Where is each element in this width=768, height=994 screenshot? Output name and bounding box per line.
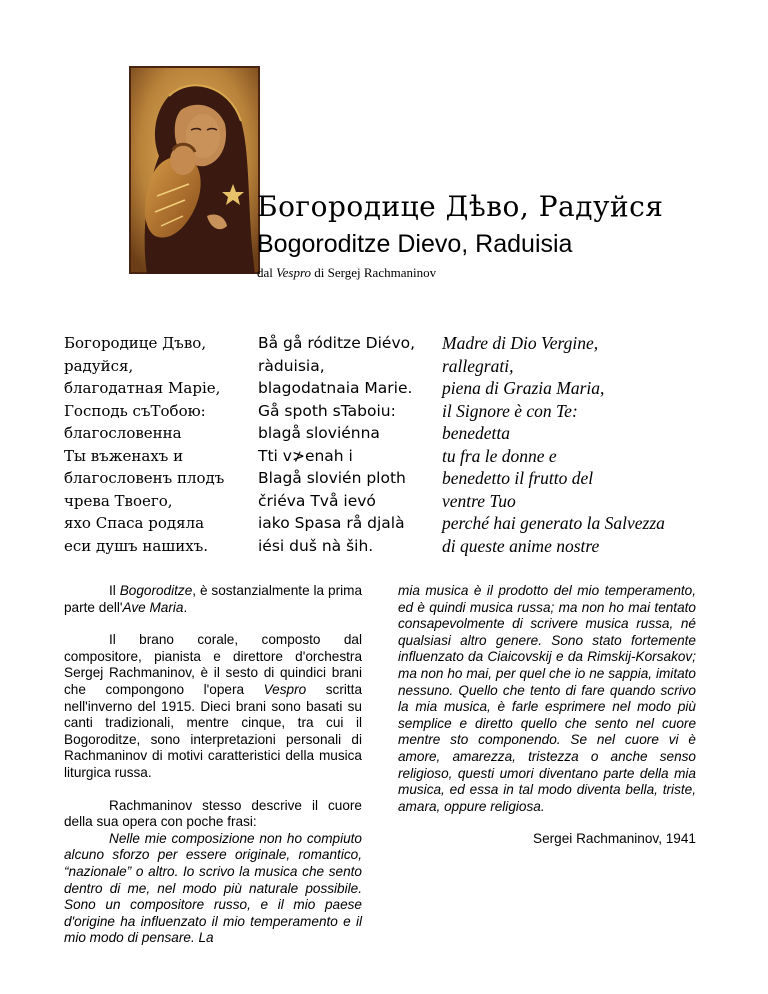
verse-line: благословенъ плодъ (64, 469, 225, 487)
quote-part-1: Nelle mie composizione non ho compiuto alcuno sforzo per essere originale, romantico, “nazionale” o altro. Io scrivo la musica che sento dentro di me, nel modo più naturale possibile. Sono un compositore russo, e il mio paese d'origine ha influenzato il mio temperamento e il mio modo di pensare. La (64, 830, 362, 946)
verse-line: ventre Tuo (442, 490, 516, 511)
body-paragraph-3: Rachmaninov stesso descrive il cuore della sua opera con poche frasi: (64, 797, 362, 830)
verse-line: благодатная Маріе, (64, 379, 221, 397)
page-title-latin: Bogoroditze Dievo, Raduisia (257, 230, 573, 258)
verse-line: чрева Твоего, (64, 491, 173, 510)
body-paragraph-2 (64, 632, 362, 781)
body-column-right (398, 583, 696, 848)
verse-line: iako Spasa rå djalà (258, 514, 405, 532)
verse-line: яхо Спаса родяла (64, 514, 205, 532)
verse-line: perché hai generato la Salvezza (442, 513, 665, 533)
text-run: Il (109, 583, 120, 598)
verse-line: Богородице Дъво, (64, 334, 207, 352)
verse-line: Madre di Dio Vergine, (442, 333, 599, 353)
text-run: . (183, 599, 188, 615)
verse-line: benedetto il frutto del (442, 468, 594, 488)
verse-line: rallegrati, (442, 355, 514, 376)
text-run: Il brano corale, composto dal compositore, pianista e direttore d'orchestra Sergej Rachmaninov, è il sesto di quindici brani che compongono l'opera (64, 632, 362, 697)
verse-line: iési duš nà ših. (258, 536, 374, 555)
text-run-italic: Bogoroditze (119, 583, 193, 598)
verse-line: piena di Grazia Maria, (442, 378, 605, 398)
page-subtitle (257, 265, 436, 281)
verse-line: blagå sloviénna (258, 424, 380, 442)
verse-column-transliteration (258, 332, 415, 557)
body-column-left (64, 583, 362, 947)
theotokos-icon (129, 66, 260, 274)
text-run-italic: Ave Maria (122, 599, 184, 615)
verse-line: Blagå slovién ploth (258, 469, 406, 487)
subtitle-before: dal (257, 265, 277, 280)
subtitle-after: di Sergej Rachmaninov (311, 265, 437, 280)
verse-line: Ты въженахъ и (64, 446, 184, 465)
verse-line: благословенна (64, 424, 182, 442)
verse-column-cyrillic (64, 332, 224, 557)
verse-line: blagodatnaia Marie. (258, 379, 413, 397)
verse-line: радуйся, (64, 356, 134, 375)
verse-line: ràduisia, (258, 356, 325, 375)
verse-line: Tti v≯enah i (258, 446, 353, 465)
verse-line: il Signore è con Te: (442, 400, 578, 421)
text-run: scritta nell'inverno del 1915. Dieci brani sono basati su canti tradizionali, mentre cinque, tra cui il Bogoroditze, sono interpretazioni personali di Rachmaninov di motivi caratteristici della musica liturgica russa. (64, 681, 363, 780)
quote-part-2: mia musica è il prodotto del mio temperamento, ed è quindi musica russa; ma non ho mai tentato consapevolmente di scrivere musica russa, né qualsiasi altro genere. Sono stato fortemente influenzato da Ciaicovskij e da Rimskij-Korsakov; ma non ho mai, per quel che io ne sappia, imitato nessuno. Quello che tento di fare quando scrivo la mia musica, è farle esprimere nel modo più semplice e diretto quello che sento nel cuore mentre sto componendo. Se nel cuore vi è amore, amarezza, tristezza o anche senso religioso, questi umori diventano parte della mia musica, ed essa in tal modo diventa bella, triste, amara, oppure religiosa. (398, 583, 696, 814)
body-paragraph-1 (64, 583, 362, 616)
verse-line: di queste anime nostre (442, 535, 600, 556)
quote-signature: Sergei Rachmaninov, 1941 (533, 831, 696, 847)
verse-line: čriéva Två ievó (258, 491, 376, 510)
verse-line: Господь съТобою: (64, 401, 206, 420)
page-title-cyrillic: Богородице Дѣво, Радуйся (257, 190, 664, 223)
verse-line: Bå gå róditze Diévo, (258, 334, 416, 352)
verse-line: еси душъ нашихъ. (64, 536, 209, 555)
subtitle-work: Vespro (276, 265, 312, 280)
verse-line: tu fra le donne e (442, 445, 557, 466)
verse-line: Gå spoth sTaboiu: (258, 401, 396, 420)
verse-line: benedetta (442, 423, 511, 443)
text-run-italic: Vespro (263, 681, 307, 697)
text-run: , è sostanzialmente la prima parte dell' (64, 583, 362, 615)
verse-column-italian (442, 332, 665, 557)
